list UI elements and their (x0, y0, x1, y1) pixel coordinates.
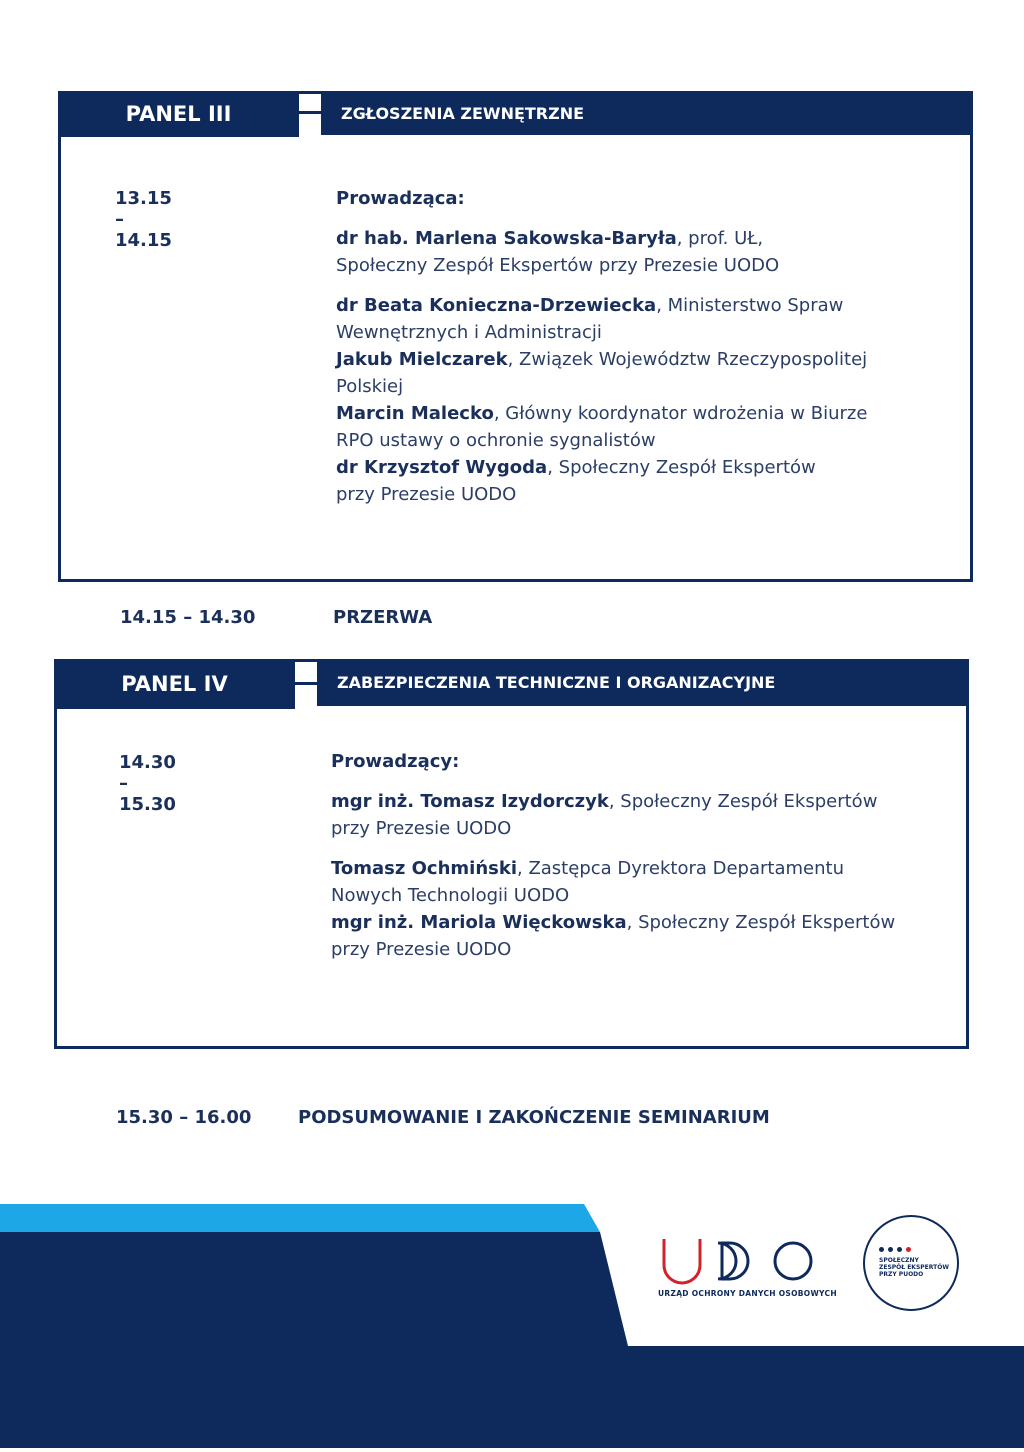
closing-label: PODSUMOWANIE I ZAKOŃCZENIE SEMINARIUM (298, 1107, 770, 1128)
person-affiliation: , Społeczny Zespół Ekspertów (608, 791, 878, 812)
panel-3-moderator (336, 225, 936, 279)
person-affiliation: , Związek Województw Rzeczypospolitej (507, 349, 868, 370)
person-affiliation-line2: RPO ustawy o ochronie sygnalistów (336, 430, 656, 451)
uodo-caption: URZĄD OCHRONY DANYCH OSOBOWYCH (658, 1289, 837, 1298)
person-name: mgr inż. Mariola Więckowska (331, 912, 627, 933)
footer (0, 1200, 1024, 1448)
person-affiliation: , Społeczny Zespół Ekspertów (626, 912, 896, 933)
closing-time: 15.30 – 16.00 (116, 1107, 252, 1128)
sze-line-1: SPOŁECZNY (879, 1257, 919, 1264)
panel-3-speaker (336, 346, 936, 400)
break-label: PRZERWA (333, 607, 433, 628)
person-affiliation-line2: przy Prezesie UODO (336, 484, 517, 505)
panel-4-moderator (331, 788, 931, 842)
panel-3-speaker (336, 400, 936, 454)
person-affiliation-line2: Polskiej (336, 376, 404, 397)
person-name: dr Krzysztof Wygoda (336, 457, 548, 478)
panel-4-speaker (331, 855, 931, 909)
person-name: Marcin Malecko (336, 403, 494, 424)
uodo-logo-icon (658, 1235, 818, 1285)
panel-4-speaker (331, 909, 931, 963)
sze-logo (863, 1215, 959, 1311)
person-name: Tomasz Ochmiński (331, 858, 517, 879)
panel-4-content (331, 748, 931, 963)
panel-4-tab: PANEL IV (54, 659, 295, 709)
panel-3-tab: PANEL III (58, 91, 299, 137)
person-name: dr Beata Konieczna-Drzewiecka (336, 295, 657, 316)
person-affiliation: , Główny koordynator wdrożenia w Biurze (493, 403, 868, 424)
person-affiliation: , prof. UŁ, (676, 228, 764, 249)
sze-dots-icon (879, 1247, 911, 1252)
person-name: Jakub Mielczarek (336, 349, 508, 370)
panel-4-time: 14.30 – 15.30 (119, 752, 176, 815)
uodo-logo (658, 1235, 837, 1305)
person-affiliation: , Zastępca Dyrektora Departamentu (517, 858, 844, 879)
sze-line-3: PRZY PUODO (879, 1271, 924, 1278)
person-affiliation: , Ministerstwo Spraw (656, 295, 844, 316)
panel-3-speaker (336, 454, 936, 508)
panel-3-speaker (336, 292, 936, 346)
footer-sky-stripe (0, 1204, 600, 1232)
panel-4-role: Prowadzący: (331, 751, 460, 772)
sze-line-2: ZESPÓŁ EKSPERTÓW (879, 1264, 949, 1271)
person-affiliation-line2: Społeczny Zespół Ekspertów przy Prezesie UODO (336, 255, 780, 276)
panel-4-title: ZABEZPIECZENIA TECHNICZNE I ORGANIZACYJNE (317, 659, 969, 706)
panel-3-title: ZGŁOSZENIA ZEWNĘTRZNE (321, 91, 973, 135)
panel-3-role: Prowadząca: (336, 188, 465, 209)
panel-3-time: 13.15 – 14.15 (115, 188, 172, 251)
person-name: dr hab. Marlena Sakowska-Baryła (336, 228, 677, 249)
person-name: mgr inż. Tomasz Izydorczyk (331, 791, 609, 812)
person-affiliation-line2: Nowych Technologii UODO (331, 885, 570, 906)
person-affiliation-line2: Wewnętrznych i Administracji (336, 322, 602, 343)
panel-3-content (336, 185, 936, 508)
person-affiliation: , Społeczny Zespół Ekspertów (547, 457, 816, 478)
person-affiliation-line2: przy Prezesie UODO (331, 818, 512, 839)
person-affiliation-line2: przy Prezesie UODO (331, 939, 512, 960)
break-time: 14.15 – 14.30 (120, 607, 256, 628)
